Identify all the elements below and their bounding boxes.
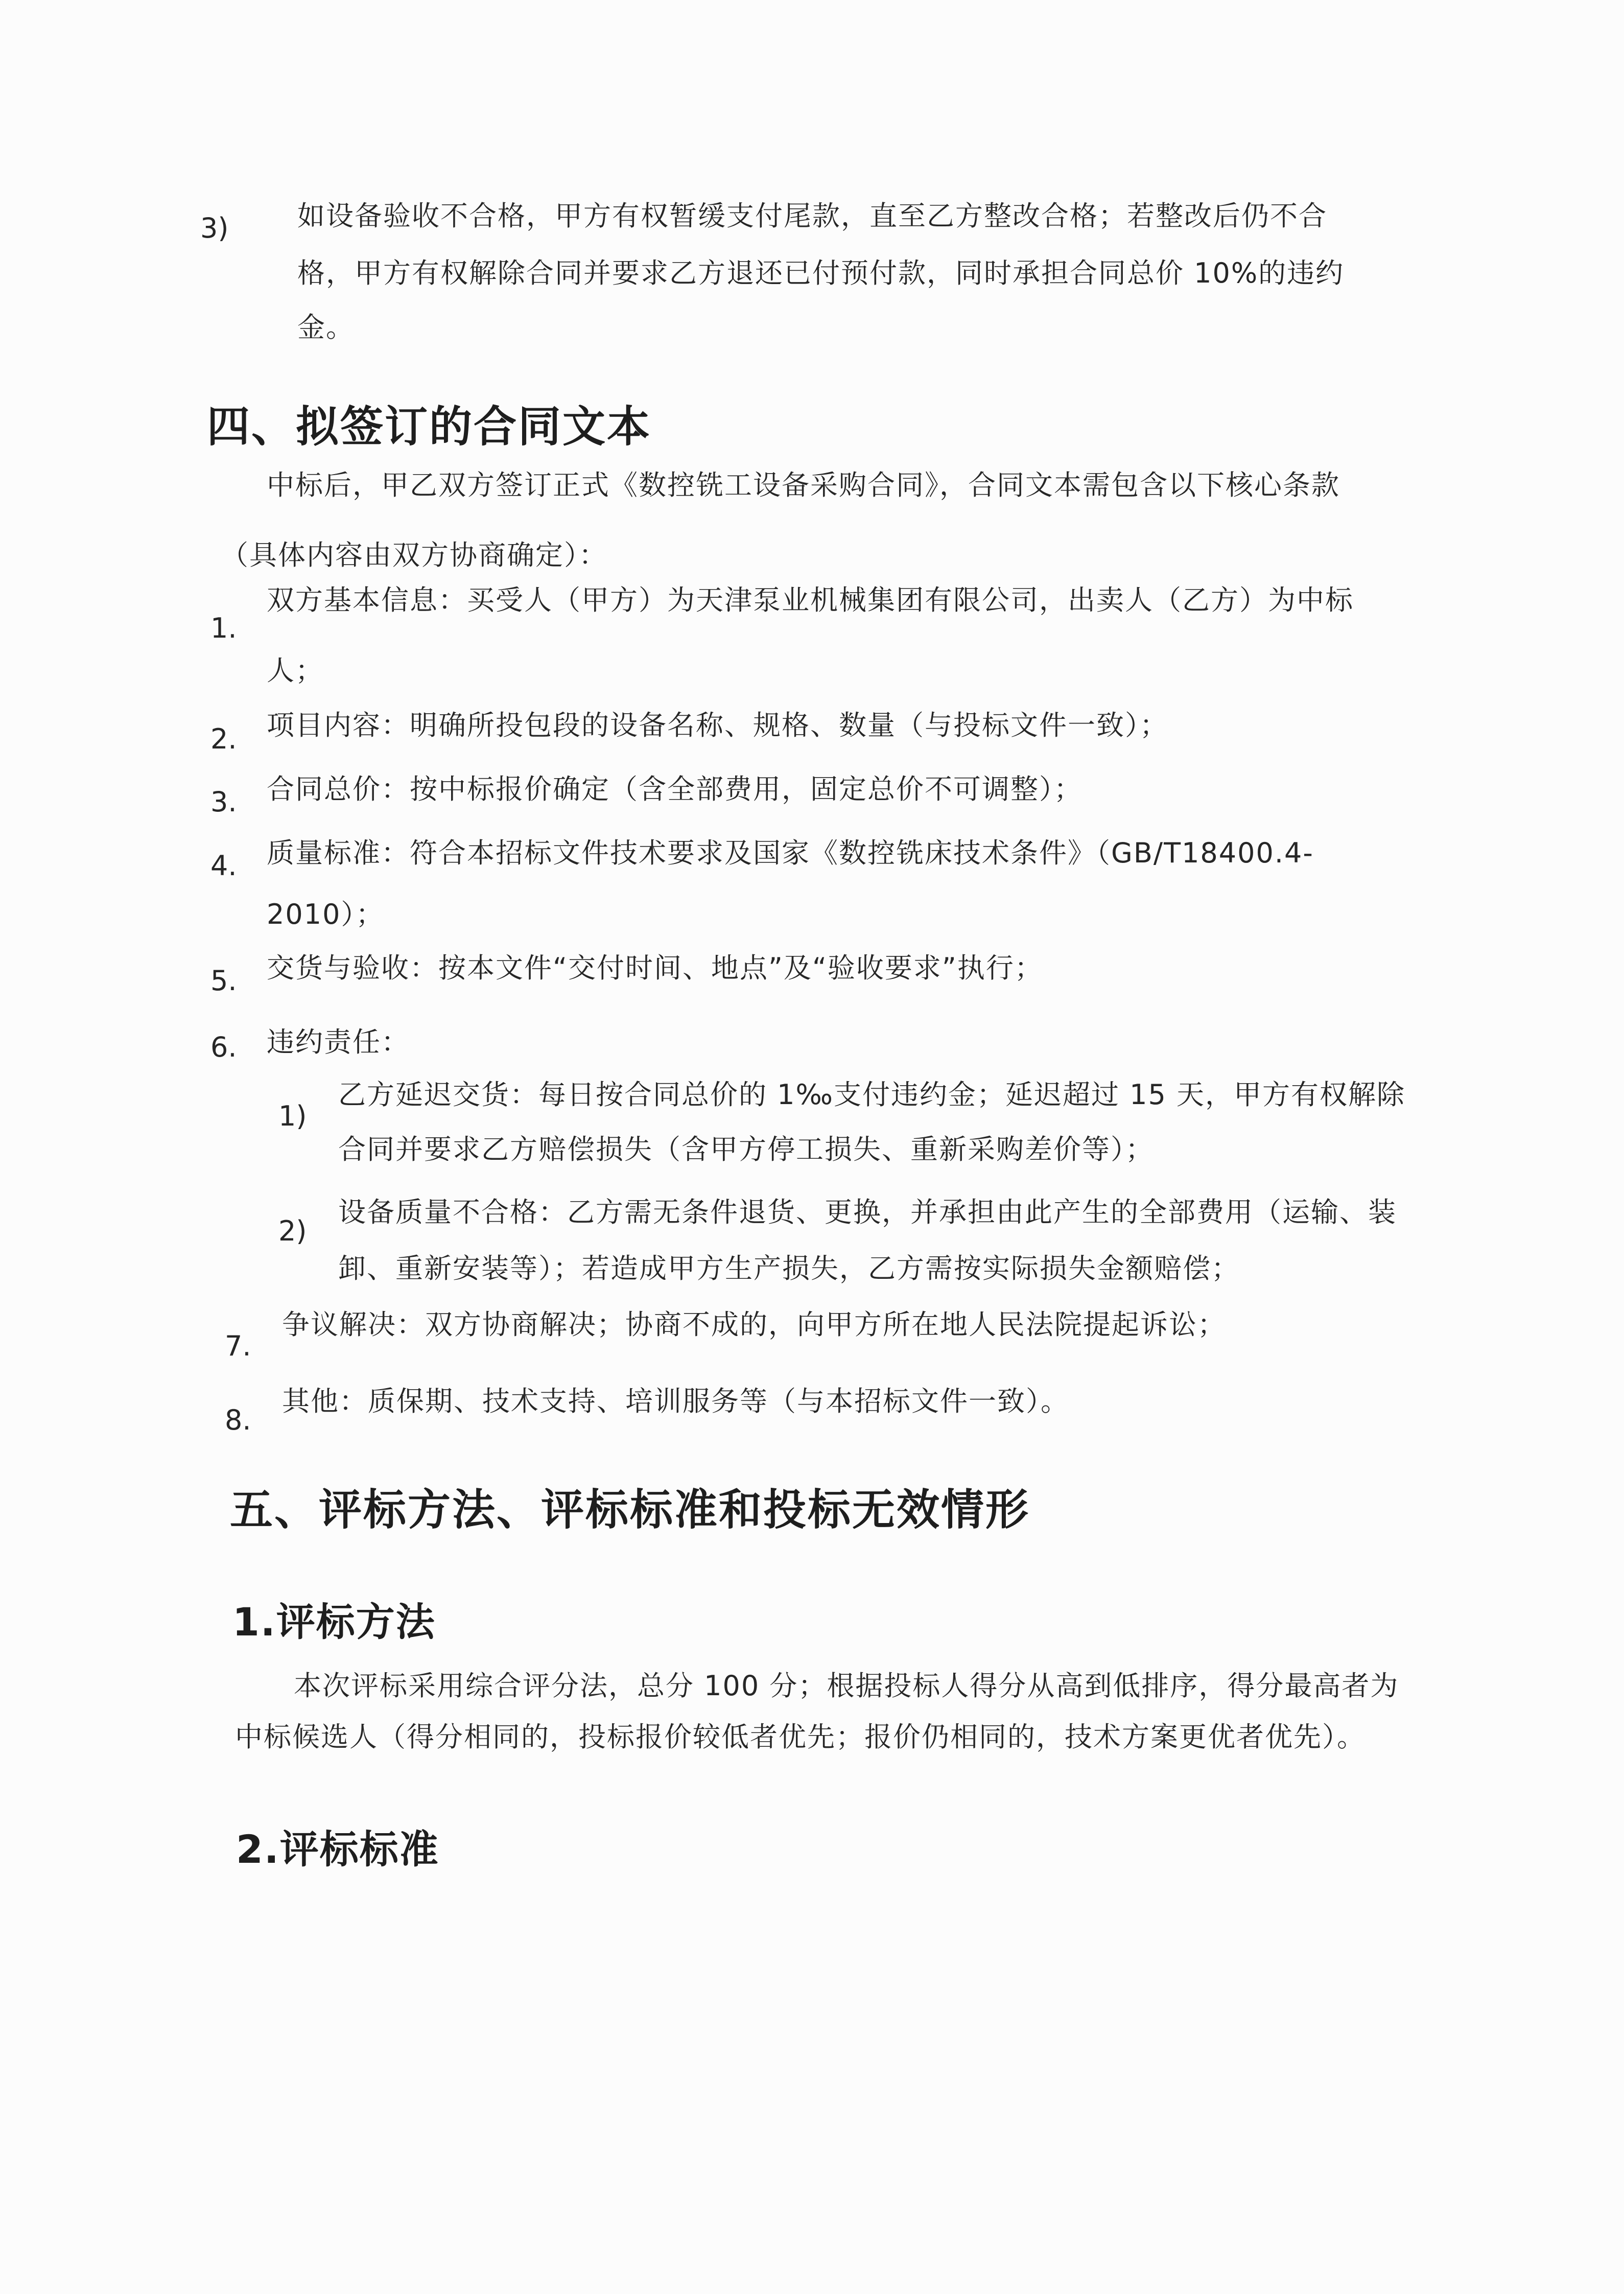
item-1-line-1: 双方基本信息：买受人（甲方）为天津泵业机械集团有限公司，出卖人（乙方）为中标 (267, 584, 1354, 616)
item-6-number: 6. (210, 1031, 237, 1063)
item-2-line-1: 项目内容：明确所投包段的设备名称、规格、数量（与投标文件一致）； (267, 709, 1168, 741)
item-3-line-1: 合同总价：按中标报价确定（含全部费用，固定总价不可调整）； (267, 773, 1082, 805)
clause-3-number: 3) (200, 212, 229, 244)
sub-item-1-line-2: 合同并要求乙方赔偿损失（含甲方停工损失、重新采购差价等）； (338, 1133, 1154, 1165)
section-5-1-heading: 1.评标方法 (232, 1599, 436, 1645)
sub-item-2-line-2: 卸、重新安装等）；若造成甲方生产损失，乙方需按实际损失金额赔偿； (338, 1252, 1240, 1284)
section-4-heading: 四、拟签订的合同文本 (207, 402, 652, 452)
section-5-2-heading: 2.评标标准 (236, 1827, 439, 1872)
item-8-number: 8. (225, 1404, 251, 1436)
item-3-number: 3. (210, 786, 237, 818)
item-5-line-1: 交货与验收：按本文件“交付时间、地点”及“验收要求”执行； (267, 952, 1043, 984)
item-8-line-1: 其他：质保期、技术支持、培训服务等（与本招标文件一致）。 (282, 1385, 1069, 1417)
sub-item-2-line-1: 设备质量不合格：乙方需无条件退货、更换，并承担由此产生的全部费用（运输、装 (338, 1196, 1397, 1228)
section-5-heading: 五、评标方法、评标标准和投标无效情形 (230, 1485, 1030, 1535)
item-2-number: 2. (210, 723, 237, 755)
section-4-intro-line-2: （具体内容由双方协商确定）： (221, 539, 607, 571)
sub-item-1-line-1: 乙方延迟交货：每日按合同总价的 1‰支付违约金；延迟超过 15 天，甲方有权解除 (338, 1079, 1406, 1111)
clause-3-line-2: 格，甲方有权解除合同并要求乙方退还已付预付款，同时承担合同总价 10%的违约 (297, 257, 1345, 289)
item-4-number: 4. (210, 850, 237, 882)
item-1-line-2: 人； (267, 654, 324, 687)
item-1-number: 1. (210, 612, 237, 644)
sub-item-2-number: 2) (278, 1215, 307, 1247)
sub-item-1-number: 1) (278, 1100, 307, 1132)
item-7-line-1: 争议解决：双方协商解决；协商不成的，向甲方所在地人民法院提起诉讼； (282, 1308, 1226, 1341)
item-4-line-2: 2010）； (267, 898, 385, 930)
item-5-number: 5. (210, 965, 237, 997)
item-6-line-1: 违约责任： (267, 1026, 410, 1058)
section-5-1-line-1: 本次评标采用综合评分法，总分 100 分；根据投标人得分从高到低排序，得分最高者为 (294, 1670, 1399, 1702)
clause-3-line-3: 金。 (297, 311, 355, 343)
section-4-intro-line-1: 中标后，甲乙双方签订正式《数控铣工设备采购合同》，合同文本需包含以下核心条款 (267, 469, 1340, 501)
item-7-number: 7. (225, 1330, 251, 1362)
section-5-1-line-2: 中标候选人（得分相同的，投标报价较低者优先；报价仍相同的，技术方案更优者优先）。 (235, 1721, 1366, 1753)
clause-3-line-1: 如设备验收不合格，甲方有权暂缓支付尾款，直至乙方整改合格；若整改后仍不合 (297, 200, 1327, 232)
item-4-line-1: 质量标准：符合本招标文件技术要求及国家《数控铣床技术条件》（GB/T18400.4- (267, 837, 1314, 869)
